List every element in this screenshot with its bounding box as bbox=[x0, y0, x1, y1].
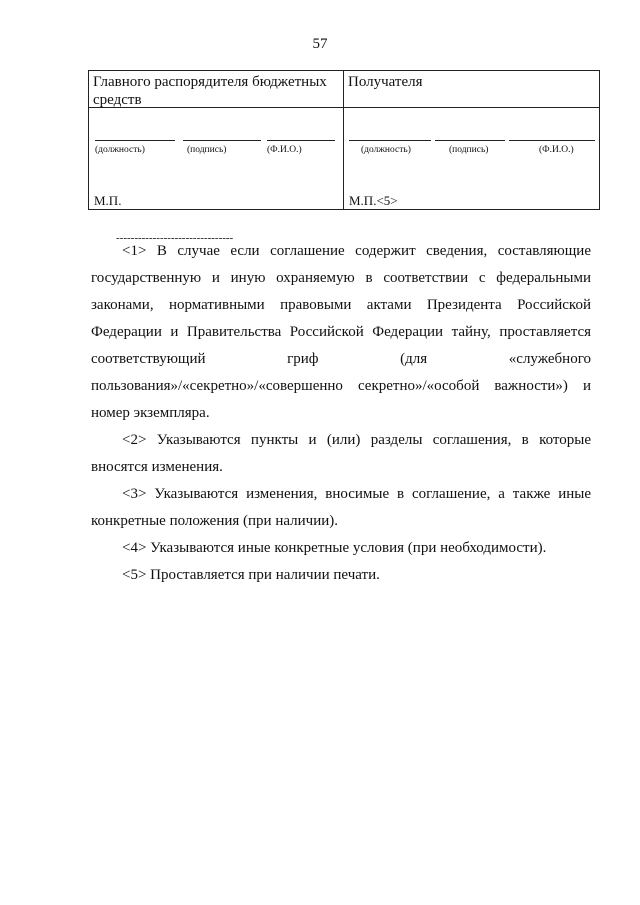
right-position-label: (должность) bbox=[361, 145, 411, 155]
signature-table bbox=[88, 70, 600, 210]
footnote-3: <3> Указываются изменения, вносимые в соглашение, а также иные конкретные положения (при наличии). bbox=[91, 486, 591, 529]
left-position-label: (должность) bbox=[95, 145, 145, 155]
footnote-separator: -------------------------------- bbox=[116, 232, 234, 244]
left-name-line bbox=[267, 140, 335, 141]
footnote-2: <2> Указываются пункты и (или) разделы соглашения, в которые вносятся изменения. bbox=[91, 432, 591, 475]
table-column-divider bbox=[343, 71, 344, 209]
left-position-line bbox=[95, 140, 175, 141]
left-seal-mark: М.П. bbox=[94, 193, 122, 208]
right-signature-line bbox=[435, 140, 505, 141]
footnote-4: <4> Указываются иные конкретные условия (при необходимости). bbox=[122, 540, 547, 556]
page-number: 57 bbox=[312, 36, 328, 52]
right-seal-mark: М.П.<5> bbox=[349, 193, 398, 208]
footnote-1: <1> В случае если соглашение содержит сведения, составляющие государственную и иную охраняемую в соответствии с федеральными законами, нормативными правовыми актами Президента Российской Федерации и Правительства Российской Федерации тайну, проставляется соответствующий гриф (для «служебного пользования»/«секретно»/«совершенно секретно»/«особой важности») и номер экземпляра. bbox=[91, 243, 591, 421]
left-signature-line bbox=[183, 140, 261, 141]
right-position-line bbox=[349, 140, 431, 141]
left-column-title: Главного распорядителя бюджетных средств bbox=[93, 74, 327, 108]
right-name-label: (Ф.И.О.) bbox=[539, 145, 574, 155]
right-name-line bbox=[509, 140, 595, 141]
footnotes bbox=[91, 238, 591, 589]
right-column-title: Получателя bbox=[348, 74, 423, 90]
right-signature-label: (подпись) bbox=[449, 145, 489, 155]
left-signature-label: (подпись) bbox=[187, 145, 227, 155]
left-name-label: (Ф.И.О.) bbox=[267, 145, 302, 155]
footnote-5: <5> Проставляется при наличии печати. bbox=[122, 567, 380, 583]
